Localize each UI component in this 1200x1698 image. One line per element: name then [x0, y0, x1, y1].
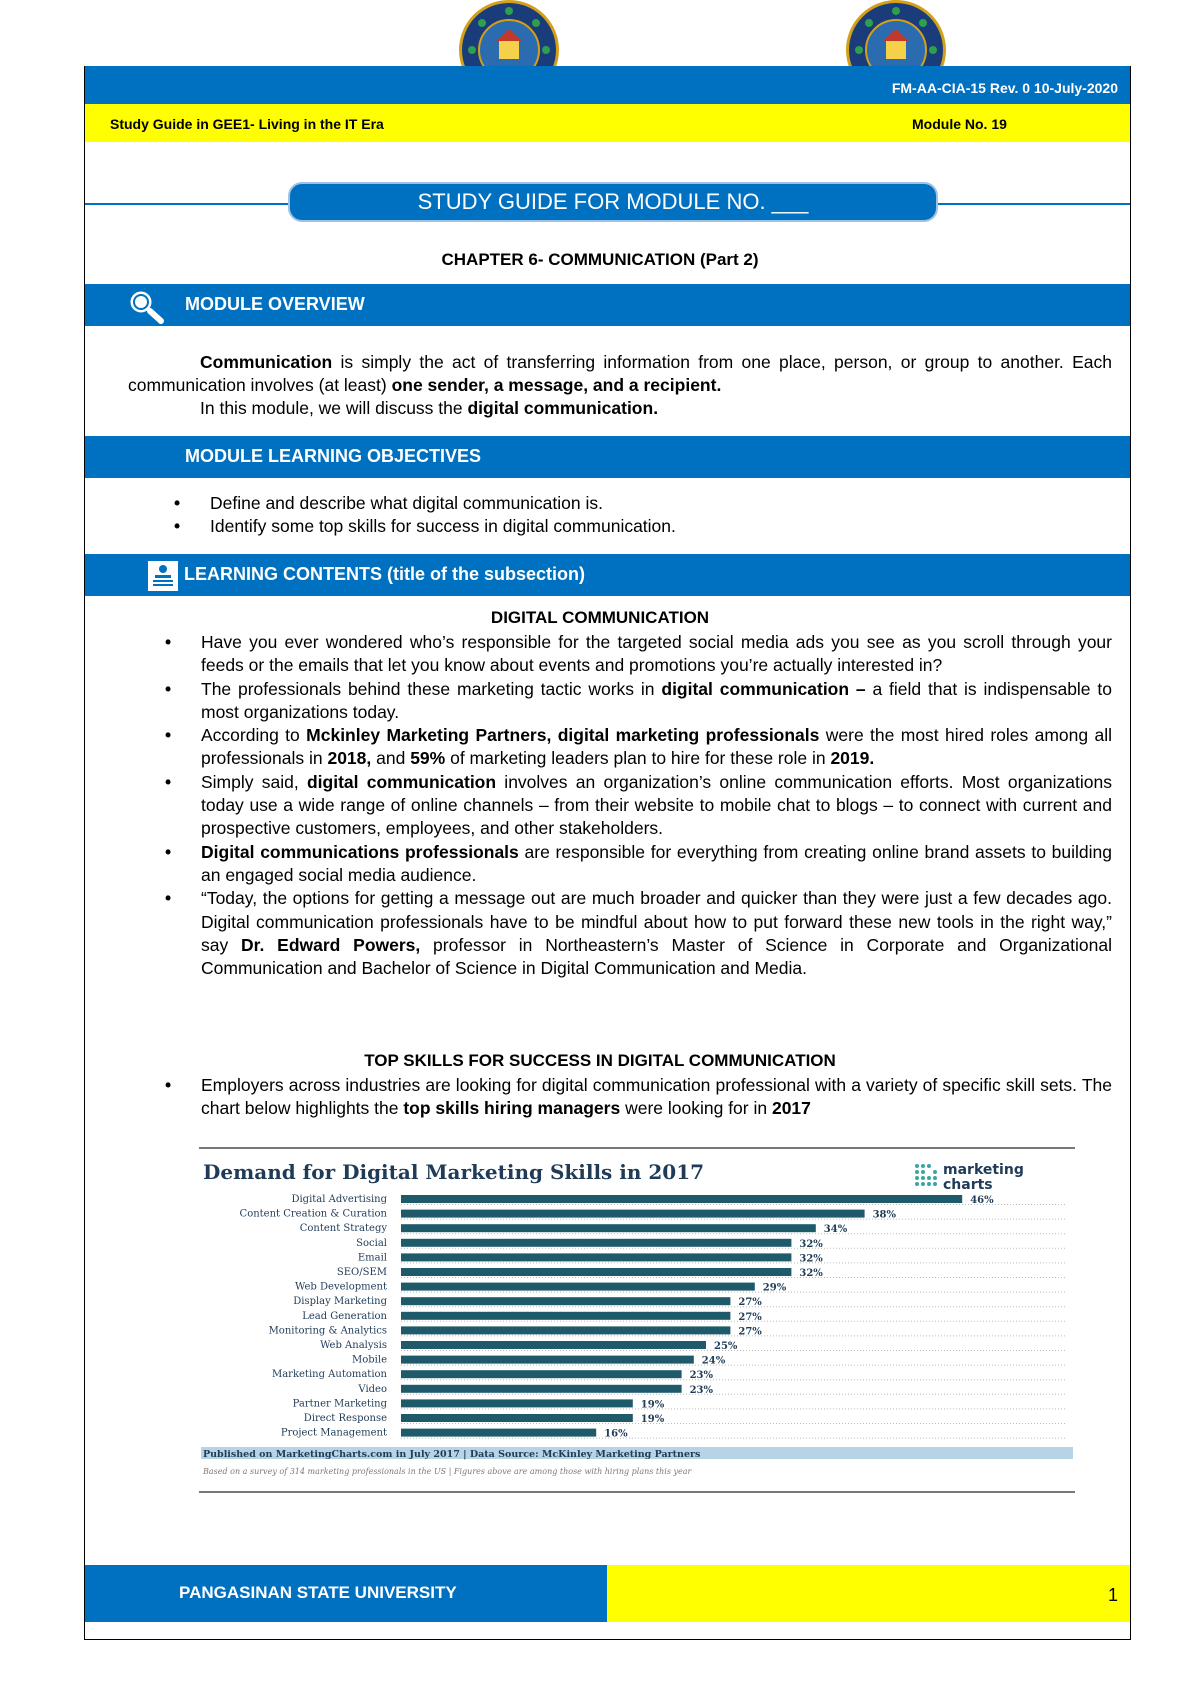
category-label: Mobile: [352, 1354, 387, 1366]
form-code: FM-AA-CIA-15 Rev. 0 10-July-2020: [891, 80, 1118, 96]
learning-contents-heading: LEARNING CONTENTS (title of the subsection): [184, 564, 586, 584]
chapter-title: CHAPTER 6- COMMUNICATION (Part 2): [441, 250, 759, 269]
bar: [401, 1297, 730, 1305]
top-skills-heading: TOP SKILLS FOR SUCCESS IN DIGITAL COMMUNICATION: [364, 1051, 836, 1070]
bar: [401, 1326, 730, 1334]
value-label: 27%: [738, 1311, 762, 1323]
content-bullet: • Digital communications professionals are responsible for everything from creating online brand assets to building an engaged social media audience.: [201, 841, 1112, 888]
value-label: 19%: [640, 1414, 665, 1425]
module-overview-bar: [85, 284, 1130, 326]
content-bullet: • Employers across industries are looking for digital communication professional with a variety of specific skill sets. The chart below highlights the top skills hiring managers were looking for in 2017: [201, 1074, 1112, 1121]
category-label: Display Marketing: [293, 1296, 387, 1308]
bar: [401, 1195, 962, 1203]
bar: [401, 1341, 706, 1349]
overview-paragraph-2: In this module, we will discuss the digital communication.: [200, 398, 659, 418]
content-bullet: • According to Mckinley Marketing Partners, digital marketing professionals were the most hired roles among all professionals in 2018, and 59% of marketing leaders plan to hire for these role in 2019.: [201, 724, 1112, 771]
learning-objectives-heading: MODULE LEARNING OBJECTIVES: [185, 446, 482, 466]
content-bullet: • Have you ever wondered who’s responsible for the targeted social media ads you see as you scroll through your feeds or the emails that let you know about events and promotions you’re actually interested in?: [201, 631, 1112, 678]
value-label: 23%: [689, 1384, 714, 1396]
study-guide-title: STUDY GUIDE FOR MODULE NO. ___: [288, 182, 938, 222]
contents-list: [201, 631, 1112, 980]
bar: [401, 1399, 633, 1407]
learning-contents-bar: [85, 554, 1130, 596]
skills-list: [201, 1074, 1112, 1121]
overview-text: [128, 351, 1112, 420]
category-label: Project Management: [280, 1427, 387, 1439]
brand-line-1: marketing: [943, 1162, 1024, 1178]
objective-item: • Define and describe what digital communication is.: [210, 492, 1090, 515]
value-label: 38%: [872, 1209, 897, 1221]
value-label: 32%: [799, 1268, 823, 1279]
category-label: SEO/SEM: [336, 1267, 387, 1278]
bar: [401, 1429, 596, 1437]
skills-chart: [199, 1147, 1075, 1493]
page-number: 1: [1107, 1585, 1118, 1605]
bar: [401, 1370, 682, 1378]
value-label: 29%: [762, 1282, 787, 1294]
category-label: Email: [357, 1252, 387, 1264]
category-label: Content Creation & Curation: [239, 1208, 387, 1220]
course-title: Study Guide in GEE1- Living in the IT Era: [110, 116, 384, 132]
value-label: 19%: [640, 1399, 665, 1411]
content-bullet: • “Today, the options for getting a message out are much broader and quicker than they were just a few decades ago. Digital communication professionals have to be mindful about how to put forward these new tools in the right way,” say Dr. Edward Powers, professor in Northeastern’s Master of Science in Corporate and Organizational Communication and Bachelor of Science in Digital Communication and Media.: [201, 887, 1112, 980]
bar: [401, 1356, 694, 1364]
document-icon: [145, 558, 181, 594]
bar: [401, 1253, 791, 1261]
header-blue-band: [85, 66, 1130, 104]
category-label: Web Development: [295, 1281, 387, 1293]
value-label: 24%: [701, 1355, 726, 1367]
value-label: 27%: [738, 1326, 762, 1338]
footer-yellow-band: [607, 1565, 1130, 1622]
category-label: Digital Advertising: [291, 1194, 387, 1205]
university-name: PANGASINAN STATE UNIVERSITY: [179, 1583, 457, 1602]
category-label: Web Analysis: [320, 1340, 387, 1351]
category-label: Video: [358, 1383, 387, 1395]
digital-communication-heading: DIGITAL COMMUNICATION: [490, 608, 710, 627]
content-bullet: • Simply said, digital communication involves an organization’s online communication efforts. Most organizations today use a wide range of online channels – from their website to mobile chat to blogs – to connect with current and prospective customers, employees, and other stakeholders.: [201, 771, 1112, 841]
chart-source: Published on MarketingCharts.com in July 2017 | Data Source: McKinley Marketing Partners: [203, 1449, 701, 1460]
value-label: 46%: [970, 1195, 994, 1206]
category-label: Marketing Automation: [271, 1369, 387, 1381]
marketingcharts-logo: [915, 1162, 1024, 1193]
bar: [401, 1224, 816, 1232]
chart-note: Based on a survey of 314 marketing professionals in the US | Figures above are among those with hiring plans this year: [203, 1467, 692, 1476]
bar: [401, 1385, 682, 1393]
value-label: 32%: [799, 1253, 823, 1265]
skills-bar-chart: [199, 1149, 1075, 1487]
bar: [401, 1239, 791, 1247]
value-label: 27%: [738, 1297, 762, 1309]
brand-line-2: charts: [943, 1177, 993, 1193]
category-label: Partner Marketing: [292, 1398, 387, 1410]
value-label: 23%: [689, 1370, 714, 1382]
content-bullet: • The professionals behind these marketing tactic works in digital communication – a field that is indispensable to most organizations today.: [201, 678, 1112, 725]
value-label: 34%: [823, 1224, 848, 1236]
header-yellow-band: [85, 104, 1130, 142]
bar: [401, 1283, 755, 1291]
chart-title: Demand for Digital Marketing Skills in 2017: [203, 1160, 705, 1184]
bar: [401, 1268, 791, 1276]
objective-item: • Identify some top skills for success in digital communication.: [210, 515, 1090, 538]
category-label: Lead Generation: [302, 1310, 387, 1322]
value-label: 25%: [714, 1341, 738, 1352]
bars-group: [240, 1194, 1065, 1440]
term-communication: Communication: [200, 352, 333, 372]
overview-paragraph: Communication is simply the act of transferring information from one place, person, or group to another. Each communication involves (at least) one sender, a message, and a recipient.: [128, 352, 1112, 395]
value-label: 16%: [604, 1428, 628, 1440]
bar: [401, 1210, 865, 1218]
bar: [401, 1414, 633, 1422]
category-label: Direct Response: [303, 1413, 387, 1424]
value-label: 32%: [799, 1238, 823, 1250]
category-label: Social: [356, 1237, 387, 1249]
category-label: Content Strategy: [299, 1223, 387, 1235]
module-overview-heading: MODULE OVERVIEW: [185, 294, 365, 314]
learning-objectives-bar: [85, 436, 1130, 478]
category-label: Monitoring & Analytics: [268, 1325, 387, 1337]
module-number: Module No. 19: [912, 116, 1007, 132]
objectives-list: [210, 492, 1090, 539]
bar: [401, 1312, 730, 1320]
magnifier-icon: [125, 286, 167, 324]
footer-blue-band: [85, 1565, 607, 1622]
